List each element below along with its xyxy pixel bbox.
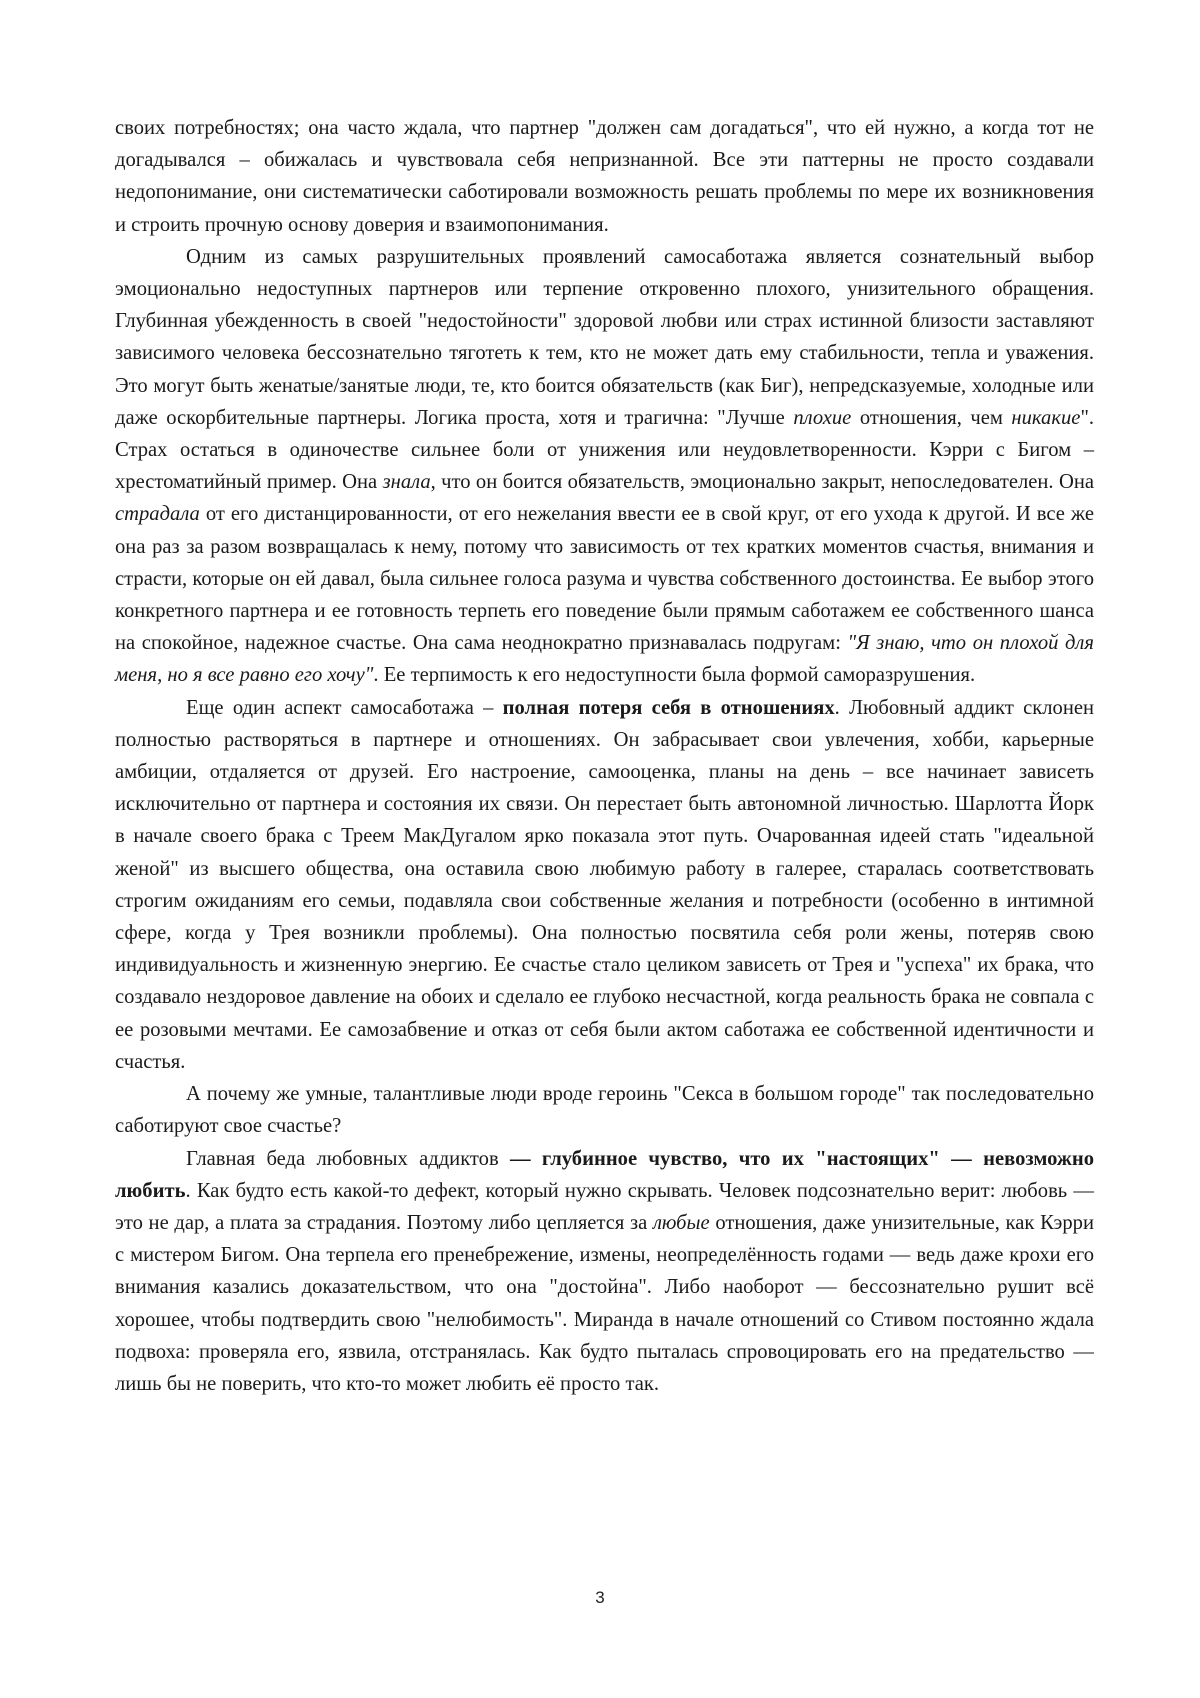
text-run: А почему же умные, талантливые люди вроде героинь "Секса в большом городе" так последовательно саботируют свое счастье? [115, 1083, 1094, 1137]
text-run: Еще один аспект самосаботажа – [186, 697, 503, 719]
text-run: отношения, чем [851, 407, 1011, 429]
paragraph-p1 [115, 112, 1094, 241]
italic-phrase: знала [383, 471, 431, 493]
document-page [0, 0, 1200, 1698]
bold-phrase: — глубинное чувство, что их "настоящих" — невозможно любить [115, 1148, 1094, 1202]
italic-phrase: любые [653, 1212, 710, 1234]
text-run: . Любовный аддикт склонен полностью растворяться в партнере и отношениях. Он забрасывает свои увлечения, хобби, карьерные амбиции, отдаляется от друзей. Его настроение, самооценка, планы на день – все начинает зависеть исключительно от партнера и состояния их связи. Он перестает быть автономной личностью. Шарлотта Йорк в начале своего брака с Треем МакДугалом ярко показала этот путь. Очарованная идеей стать "идеальной женой" из высшего общества, она оставила свою любимую работу в галерее, старалась соответствовать строгим ожиданиям его семьи, подавляла свои собственные желания и потребности (особенно в интимной сфере, когда у Трея возникли проблемы). Она полностью посвятила себя роли жены, потеряв свою индивидуальность и жизненную энергию. Ее счастье стало целиком зависеть от Трея и "успеха" их брака, что создавало нездоровое давление на обоих и сделало ее глубоко несчастной, когда реальность брака не совпала с ее розовыми мечтами. Ее самозабвение и отказ от себя были актом саботажа ее собственной идентичности и счастья. [115, 697, 1094, 1073]
paragraph-p3 [115, 692, 1094, 1078]
italic-phrase: страдала [115, 503, 200, 525]
text-run: ". Страх остаться в одиночестве сильнее боли от унижения или неудовлетворенности. Кэрри с Бигом – хрестоматийный пример. Она [115, 407, 1094, 493]
page-number: 3 [0, 1588, 1200, 1608]
text-run: , что он боится обязательств, эмоционально закрыт, непоследователен. Она [431, 471, 1094, 493]
text-run: . Как будто есть какой-то дефект, который нужно скрывать. Человек подсознательно верит: любовь — это не дар, а плата за страдания. Поэтому либо цепляется за [115, 1180, 1094, 1234]
text-run: Главная беда любовных аддиктов [186, 1148, 510, 1170]
text-run: отношения, даже унизительные, как Кэрри с мистером Бигом. Она терпела его пренебрежение, измены, неопределённость годами — ведь даже крохи его внимания казались доказательством, что она "достойна". Либо наоборот — бессознательно рушит всё хорошее, чтобы подтвердить свою "нелюбимость". Миранда в начале отношений со Стивом постоянно ждала подвоха: проверяла его, язвила, отстранялась. Как будто пыталась спровоцировать его на предательство — лишь бы не поверить, что кто-то может любить её просто так. [115, 1212, 1094, 1395]
text-run: своих потребностях; она часто ждала, что партнер "должен сам догадаться", что ей нужно, а когда тот не догадывался – обижалась и чувствовала себя непризнанной. Все эти паттерны не просто создавали недопонимание, они систематически саботировали возможность решать проблемы по мере их возникновения и строить прочную основу доверия и взаимопонимания. [115, 117, 1094, 236]
paragraph-p4 [115, 1078, 1094, 1142]
italic-phrase: "Я знаю, что он плохой для меня, но я все равно его хочу" [115, 632, 1094, 686]
text-run: . Ее терпимость к его недоступности была формой саморазрушения. [373, 664, 975, 686]
text-run: Одним из самых разрушительных проявлений самосаботажа является сознательный выбор эмоционально недоступных партнеров или терпение откровенно плохого, унизительного обращения. Глубинная убежденность в своей "недостойности" здоровой любви или страх истинной близости заставляют зависимого человека бессознательно тяготеть к тем, кто не может дать ему стабильности, тепла и уважения. Это могут быть женатые/занятые люди, те, кто боится обязательств (как Биг), непредсказуемые, холодные или даже оскорбительные партнеры. Логика проста, хотя и трагична: "Лучше [115, 246, 1094, 429]
paragraph-p5 [115, 1143, 1094, 1401]
paragraph-p2 [115, 241, 1094, 692]
document-body [115, 112, 1094, 1400]
text-run: от его дистанцированности, от его нежелания ввести ее в свой круг, от его ухода к другой. И все же она раз за разом возвращалась к нему, потому что зависимость от тех кратких моментов счастья, внимания и страсти, которые он ей давал, была сильнее голоса разума и чувства собственного достоинства. Ее выбор этого конкретного партнера и ее готовность терпеть его поведение были прямым саботажем ее собственного шанса на спокойное, надежное счастье. Она сама неоднократно признавалась подругам: [115, 503, 1094, 654]
italic-phrase: плохие [793, 407, 851, 429]
italic-phrase: никакие [1011, 407, 1080, 429]
bold-phrase: полная потеря себя в отношениях [503, 697, 835, 719]
